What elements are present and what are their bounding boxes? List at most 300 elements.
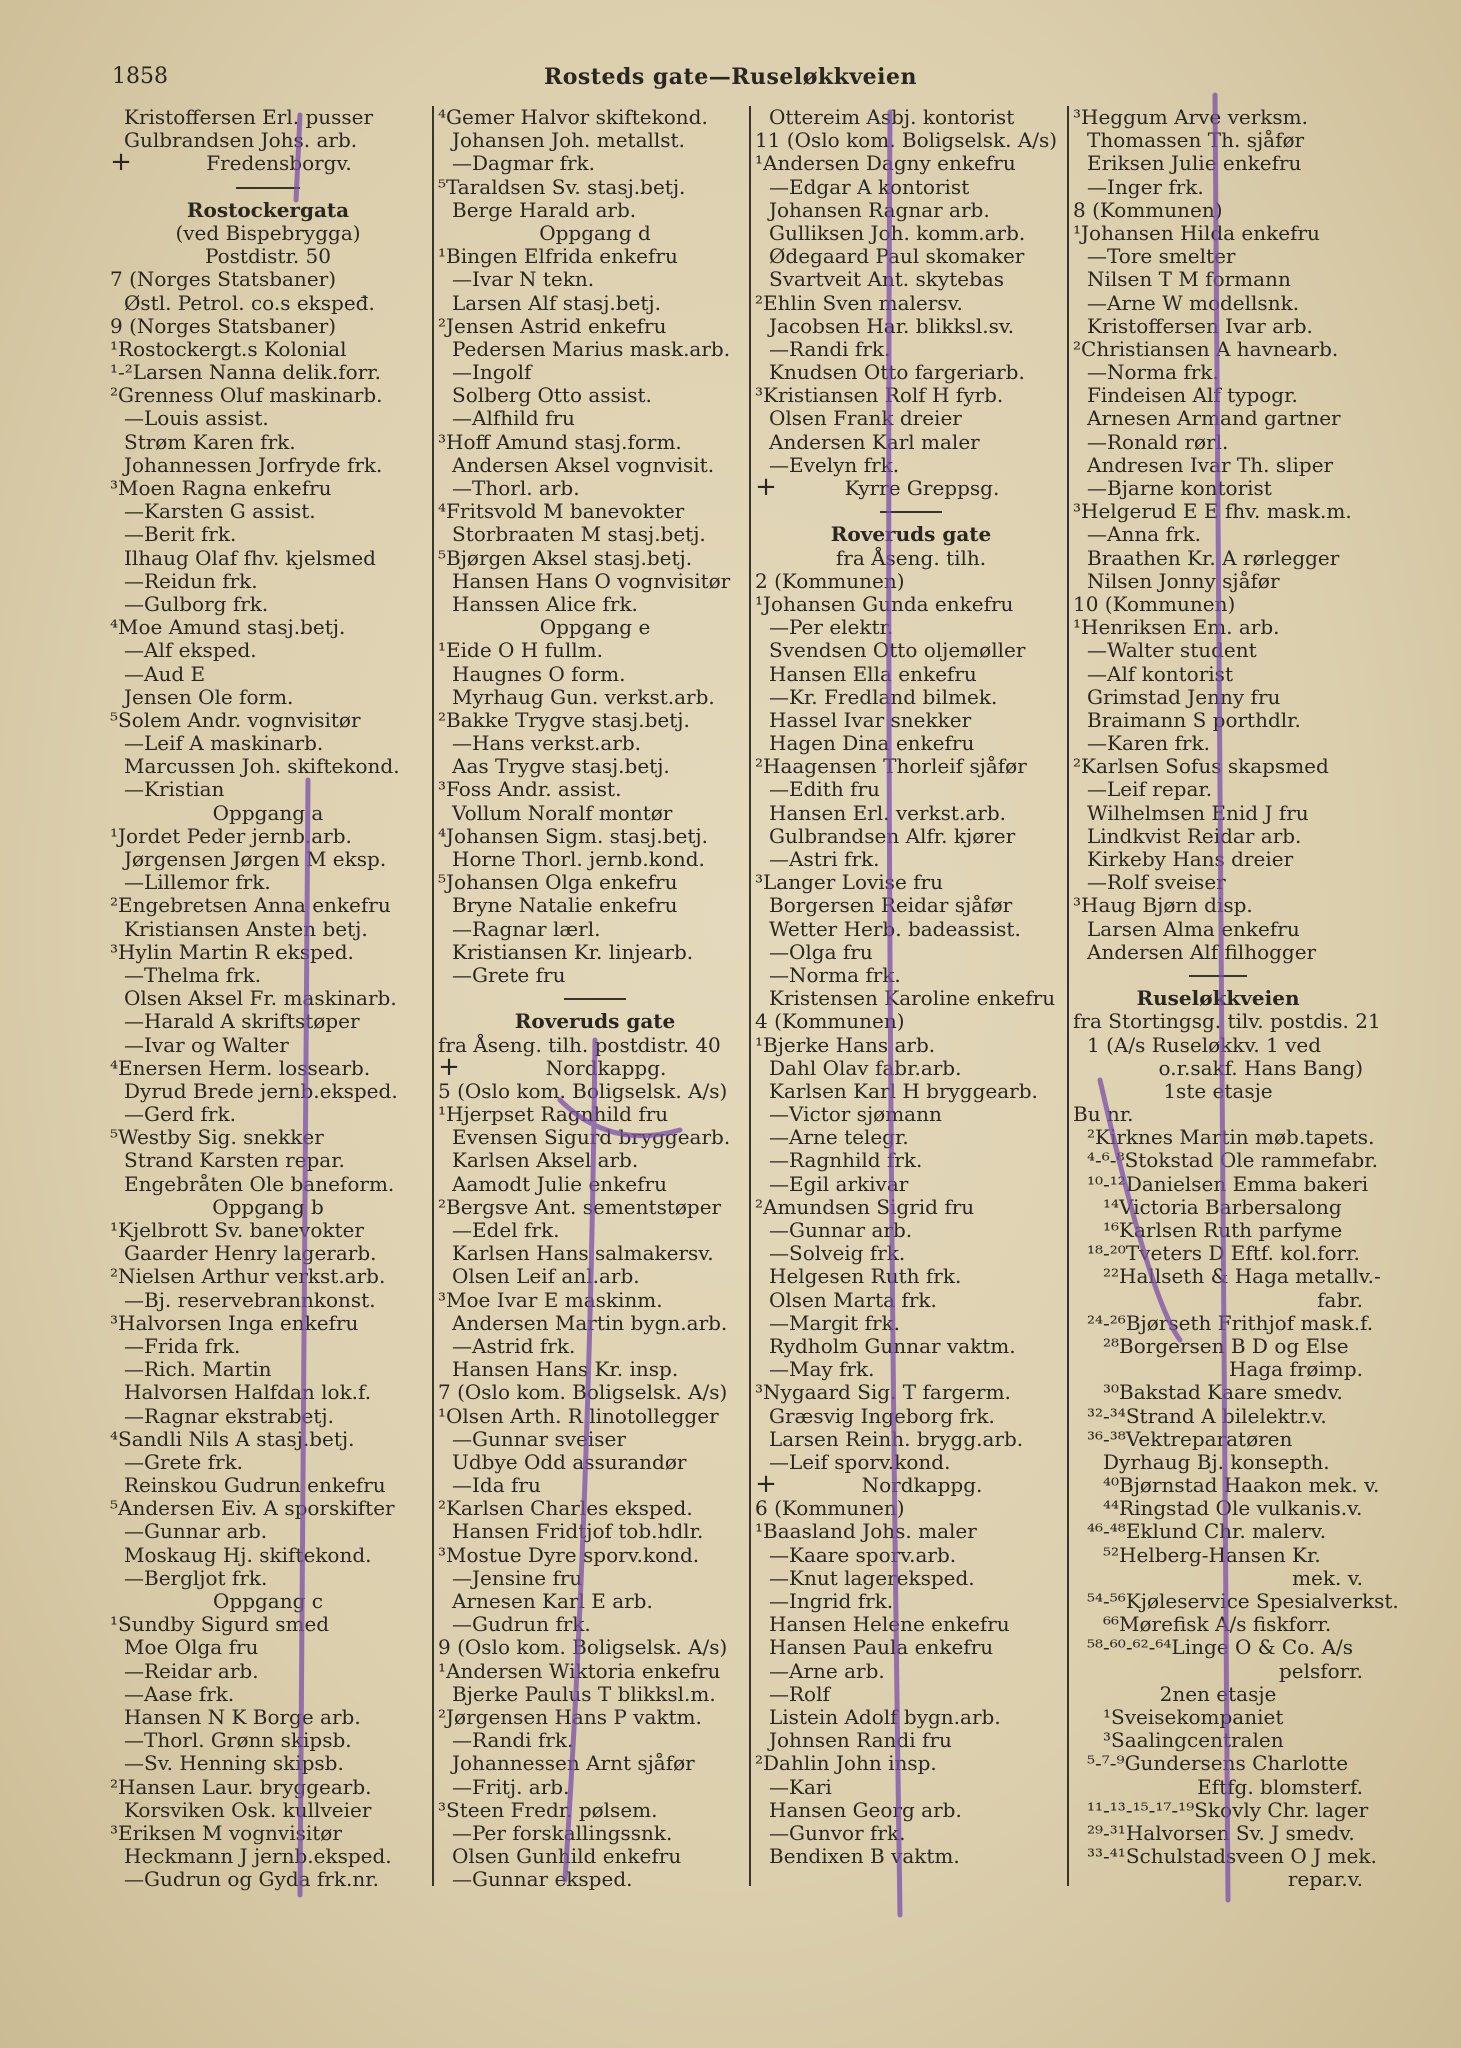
entry-text: —Alf eksped.: [124, 638, 257, 663]
cross-mark: +: [438, 1051, 460, 1082]
entry-text: 11 (Oslo kom. Boligselsk. A/s): [755, 128, 1058, 153]
entry-text: —Thorl. arb.: [452, 476, 580, 500]
entry-text: mek. v.: [1292, 1565, 1363, 1590]
entry-text: Wilhelmsen Enid J fru: [1087, 800, 1309, 825]
entry-text: Johansen Joh. metallst.: [452, 128, 685, 153]
entry-text: ³Hylin Martin R eksped.: [110, 939, 354, 964]
entry-text: —Edel frk.: [452, 1218, 560, 1242]
entry-text: ³Heggum Arve verksm.: [1073, 105, 1308, 129]
entry-text: ³Nygaard Sig. T fargerm.: [755, 1380, 1011, 1405]
entry-text: ³Steen Fredr. pølsem.: [438, 1797, 658, 1822]
entry-text: Aamodt Julie enkefru: [452, 1171, 667, 1196]
entry-text: —Gunnar eksped.: [452, 1867, 633, 1892]
page-heading: Rosteds gate—Ruseløkkveien: [543, 64, 918, 90]
entry-text: ⁵⁴-⁵⁶Kjøleservice Spesialverkst.: [1087, 1589, 1399, 1613]
entry-text: —Gunnar arb.: [124, 1519, 268, 1544]
entry-text: Ilhaug Olaf fhv. kjelsmed: [124, 545, 376, 570]
entry-text: —Arne telegr.: [769, 1125, 909, 1150]
entry-text: —Ida fru: [452, 1473, 541, 1498]
entry-text: Karlsen Karl H bryggearb.: [769, 1078, 1038, 1103]
entry-text: —Karen frk.: [1087, 731, 1210, 756]
entry-text: Bjerke Paulus T blikksl.m.: [452, 1681, 716, 1706]
entry-text: Borgersen Reidar sjåfør: [769, 893, 1013, 918]
entry-text: ¹Kjelbrott Sv. banevokter: [110, 1218, 364, 1242]
entry-text: ⁵²Helberg-Hansen Kr.: [1103, 1542, 1321, 1567]
entry-text: 7 (Oslo kom. Boligselsk. A/s): [438, 1380, 728, 1405]
entry-text: Nordkappg.: [545, 1055, 667, 1080]
entry-text: ¹Andersen Wiktoria enkefru: [438, 1658, 721, 1683]
entry-text: ¹⁸-²⁰Tveters D Eftf. kol.forr.: [1087, 1241, 1360, 1266]
entry-text: Pedersen Marius mask.arb.: [452, 336, 731, 361]
entry-text: ²Nielsen Arthur verkst.arb.: [110, 1264, 386, 1289]
entry-text: Oppgang e: [539, 615, 651, 640]
entry-text: ³⁶-³⁸Vektreparatøren: [1087, 1426, 1293, 1451]
entry-text: Moskaug Hj. skiftekond.: [124, 1542, 372, 1567]
entry-text: —Ragnar ekstrabetj.: [124, 1403, 334, 1428]
entry-text: ⁴Fritsvold M banevokter: [438, 499, 685, 524]
entry-text: ³Moen Ragna enkefru: [110, 476, 332, 500]
entry-text: —Evelyn frk.: [769, 452, 900, 477]
entry-text: —Norma frk.: [769, 962, 901, 987]
entry-text: Jensen Ole form.: [124, 684, 294, 709]
entry-text: Dahl Olav fabr.arb.: [769, 1055, 962, 1080]
entry-text: ¹⁰-¹²Danielsen Emma bakeri: [1087, 1171, 1369, 1196]
entry-text: —Reidun frk.: [124, 568, 258, 593]
entry-text: Kristiansen Kr. linjearb.: [452, 939, 694, 964]
entry-text: Nilsen Jonny sjåfør: [1087, 568, 1280, 593]
entry-text: —Per forskallingssnk.: [452, 1820, 673, 1845]
entry-text: Kyrre Greppsg.: [844, 476, 1000, 500]
entry-text: —Leif sporv.kond.: [769, 1449, 951, 1474]
entry-text: Larsen Alf stasj.betj.: [452, 290, 661, 315]
entry-text: Storbraaten M stasj.betj.: [452, 522, 706, 547]
entry-text: Strøm Karen frk.: [124, 429, 296, 454]
entry-text: —Frida frk.: [124, 1333, 241, 1358]
entry-text: —Aase frk.: [124, 1681, 235, 1706]
entry-text: —Bergljot frk.: [124, 1565, 268, 1590]
entry-text: Hansen Georg arb.: [769, 1797, 962, 1822]
entry-text: Olsen Aksel Fr. maskinarb.: [124, 986, 397, 1011]
entry-text: ³³-⁴¹Schulstadsveen O J mek.: [1087, 1844, 1377, 1869]
entry-text: ⁴Moe Amund stasj.betj.: [110, 615, 346, 640]
entry-text: Larsen Alma enkefru: [1087, 916, 1300, 941]
entry-text: Knudsen Otto fargeriarb.: [769, 360, 1025, 385]
entry-text: ⁴-⁶-⁸Stokstad Ole rammefabr.: [1087, 1148, 1378, 1173]
entry-text: Olsen Marta frk.: [769, 1287, 937, 1312]
entry-text: —Karsten G assist.: [124, 499, 316, 524]
entry-text: Helgesen Ruth frk.: [769, 1264, 962, 1289]
entry-text: Udbye Odd assurandør: [452, 1449, 687, 1474]
entry-text: Dyrhaug Bj. konsepth.: [1103, 1449, 1330, 1474]
entry-text: pelsforr.: [1278, 1658, 1363, 1683]
entry-text: ²Bergsve Ant. sementstøper: [438, 1194, 722, 1219]
entry-text: —Jensine fru: [452, 1565, 583, 1590]
entry-text: Bryne Natalie enkefru: [452, 893, 678, 918]
entry-text: Solberg Otto assist.: [452, 383, 652, 408]
entry-text: ⁵⁸-⁶⁰-⁶²-⁶⁴Linge O & Co. A/s: [1087, 1635, 1354, 1660]
entry-text: Hansen Fridtjof tob.hdlr.: [452, 1519, 704, 1544]
entry-text: 2 (Kommunen): [755, 568, 905, 593]
entry-text: Svartveit Ant. skytebas: [769, 267, 1005, 292]
entry-text: Hansen Ella enkefru: [769, 661, 977, 686]
entry-text: —Victor sjømann: [769, 1102, 942, 1127]
entry-text: —Kristian: [124, 777, 225, 802]
entry-text: 10 (Kommunen): [1073, 591, 1236, 616]
entry-text: Nilsen T M formann: [1087, 267, 1291, 292]
entry-text: —Hans verkst.arb.: [452, 731, 641, 756]
entry-text: Dyrud Brede jernb.eksped.: [124, 1078, 398, 1103]
entry-text: Myrhaug Gun. verkst.arb.: [452, 684, 715, 709]
entry-text: ⁵Solem Andr. vognvisitør: [110, 707, 361, 732]
entry-text: Halvorsen Halfdan lok.f.: [124, 1380, 372, 1405]
entry-text: —Leif repar.: [1087, 777, 1213, 802]
entry-text: Gulbrandsen Johs. arb.: [124, 128, 358, 153]
entry-text: ⁴⁴Ringstad Ole vulkanis.v.: [1103, 1496, 1363, 1521]
entry-text: Oppgang c: [213, 1589, 323, 1613]
entry-text: Arnesen Armand gartner: [1087, 406, 1341, 431]
entry-text: Braathen Kr. A rørlegger: [1087, 545, 1340, 570]
entry-text: Korsviken Osk. kullveier: [124, 1797, 372, 1822]
cross-mark: +: [755, 1469, 777, 1500]
entry-text: —Louis assist.: [124, 406, 269, 431]
entry-text: —Edith fru: [769, 777, 880, 802]
entry-text: ⁵Johansen Olga enkefru: [438, 870, 678, 895]
entry-text: —Rolf: [769, 1681, 830, 1706]
entry-text: —Randi frk.: [769, 336, 891, 361]
entry-text: —Olga fru: [769, 939, 873, 964]
entry-text: ²Jørgensen Hans P vaktm.: [438, 1704, 702, 1729]
entry-text: —Inger frk.: [1087, 174, 1204, 199]
entry-text: —Berit frk.: [124, 522, 237, 547]
entry-text: ³Haug Bjørn disp.: [1073, 893, 1253, 918]
entry-text: ⁵Andersen Eiv. A sporskifter: [110, 1496, 395, 1521]
entry-text: Findeisen Alf typogr.: [1087, 383, 1298, 408]
entry-text: Reinskou Gudrun enkefru: [124, 1473, 386, 1498]
entry-text: Marcussen Joh. skiftekond.: [124, 754, 400, 779]
entry-text: Karlsen Aksel arb.: [452, 1148, 639, 1173]
entry-text: —Gunvor frk.: [769, 1820, 906, 1845]
entry-text: Larsen Reinh. brygg.arb.: [769, 1426, 1024, 1451]
entry-text: Hansen Hans Kr. insp.: [452, 1357, 679, 1382]
page-number: 1858: [112, 64, 168, 89]
entry-text: ¹Bingen Elfrida enkefru: [438, 244, 678, 269]
entry-text: (ved Bispebrygga): [175, 220, 361, 245]
entry-text: fra Åseng. tilh. postdistr. 40: [438, 1032, 721, 1057]
entry-text: Oppgang d: [539, 220, 651, 245]
entry-text: —Gudrun og Gyda frk.nr.: [124, 1867, 379, 1892]
entry-text: Hansen Erl. verkst.arb.: [769, 800, 1006, 825]
entry-text: ³Hoff Amund stasj.form.: [438, 429, 682, 454]
entry-text: Listein Adolf bygn.arb.: [769, 1704, 1001, 1729]
entry-text: Gulliksen Joh. komm.arb.: [769, 220, 1026, 245]
entry-text: ²Bakke Trygve stasj.betj.: [438, 707, 690, 732]
entry-text: —Rolf sveiser: [1087, 870, 1226, 895]
entry-text: ⁵-⁷-⁹Gundersens Charlotte: [1087, 1751, 1349, 1776]
entry-text: ⁴⁰Bjørnstad Haakon mek. v.: [1103, 1473, 1380, 1498]
entry-text: —Astri frk.: [769, 847, 880, 871]
entry-text: Strand Karsten repar.: [124, 1148, 345, 1173]
entry-text: Heckmann J jernb.eksped.: [124, 1844, 392, 1869]
entry-text: —Randi frk.: [452, 1728, 574, 1753]
entry-text: Ottereim Asbj. kontorist: [769, 105, 1015, 129]
entry-text: 5 (Oslo kom. Boligselsk. A/s): [438, 1078, 728, 1103]
entry-text: Andersen Karl maler: [769, 429, 980, 454]
entry-text: Arnesen Karl E arb.: [452, 1589, 653, 1613]
entry-text: 4 (Kommunen): [755, 1009, 905, 1034]
pen-stroke: [889, 112, 900, 1915]
entry-text: Hansen N K Borge arb.: [124, 1704, 361, 1729]
entry-text: Hansen Hans O vognvisitør: [452, 568, 731, 593]
entry-text: ⁵Taraldsen Sv. stasj.betj.: [438, 174, 686, 199]
entry-text: ³Mostue Dyre sporv.kond.: [438, 1542, 700, 1567]
entry-text: ³Langer Lovise fru: [755, 870, 943, 895]
entry-text: ²Amundsen Sigrid fru: [755, 1194, 975, 1219]
entry-text: —Arne W modellsnk.: [1087, 290, 1300, 315]
entry-text: ¹Jordet Peder jernb.arb.: [110, 823, 352, 848]
entry-text: ³Moe Ivar E maskinm.: [438, 1287, 663, 1312]
entry-text: Haugnes O form.: [452, 661, 626, 686]
entry-text: —Norma frk.: [1087, 360, 1219, 385]
entry-text: ²Dahlin John insp.: [755, 1751, 937, 1776]
entry-text: Hagen Dina enkefru: [769, 731, 975, 756]
entry-text: —Ragnhild frk.: [769, 1148, 923, 1173]
entry-text: Oppgang a: [212, 800, 324, 825]
entry-text: Gulbrandsen Alfr. kjører: [769, 823, 1016, 848]
pen-stroke: [296, 115, 300, 200]
entry-text: ¹⁶Karlsen Ruth parfyme: [1103, 1218, 1343, 1242]
entry-text: ³Saalingcentralen: [1103, 1728, 1284, 1753]
entry-text: Grimstad Jenny fru: [1087, 684, 1281, 709]
entry-text: —Egil arkivar: [769, 1171, 909, 1196]
entry-text: —Anna frk.: [1087, 522, 1201, 547]
entry-text: 8 (Kommunen): [1073, 197, 1223, 222]
entry-text: ³²-³⁴Strand A bilelektr.v.: [1087, 1403, 1327, 1428]
entry-text: —Grete fru: [452, 962, 566, 987]
entry-text: Roveruds gate: [514, 1009, 676, 1034]
entry-text: Vollum Noralf montør: [452, 800, 673, 825]
entry-text: —Solveig frk.: [769, 1241, 906, 1266]
entry-text: Kristiansen Ansten betj.: [124, 916, 368, 941]
entry-text: ¹Johansen Hilda enkefru: [1073, 220, 1320, 245]
entry-text: —Edgar A kontorist: [769, 174, 970, 199]
entry-text: ²Jensen Astrid enkefru: [438, 313, 667, 338]
entry-text: Oppgang b: [212, 1194, 324, 1219]
entry-text: Svendsen Otto oljemøller: [769, 638, 1026, 663]
entry-text: —Kaare sporv.arb.: [769, 1542, 957, 1567]
entry-text: ¹Hjerpset Ragnhild fru: [438, 1102, 669, 1127]
entry-text: Evensen Sigurd bryggearb.: [452, 1125, 731, 1150]
entry-text: —Per elektr.: [769, 615, 894, 640]
entry-text: ²⁴-²⁶Bjørseth Frithjof mask.f.: [1087, 1310, 1374, 1335]
entry-text: Østl. Petrol. co.s ekspeđ.: [124, 290, 375, 315]
entry-text: Bendixen B vaktm.: [769, 1844, 960, 1869]
entry-text: —Alfhild fru: [452, 406, 575, 431]
entry-text: Ødegaard Paul skomaker: [769, 244, 1025, 269]
entry-text: ²Karlsen Charles eksped.: [438, 1496, 693, 1521]
entry-text: Olsen Leif anl.arb.: [452, 1264, 640, 1289]
cross-mark: +: [110, 147, 132, 178]
entry-text: ²⁹-³¹Halvorsen Sv. J smedv.: [1087, 1820, 1355, 1845]
entry-text: ⁵Westby Sig. snekker: [110, 1125, 324, 1150]
entry-text: ¹⁴Victoria Barbersalong: [1103, 1194, 1342, 1219]
entry-text: —Lillemor frk.: [124, 870, 271, 895]
entry-text: —Gunnar arb.: [769, 1218, 913, 1242]
entry-text: ²Christiansen A havnearb.: [1073, 336, 1339, 361]
entry-text: o.r.sakf. Hans Bang): [1158, 1055, 1363, 1080]
entry-text: Andersen Aksel vognvisit.: [452, 452, 715, 477]
entry-text: fra Stortingsg. tilv. postdis. 21: [1073, 1009, 1381, 1034]
entry-text: ⁴Sandli Nils A stasj.betj.: [110, 1426, 355, 1451]
entry-text: fabr.: [1317, 1287, 1363, 1312]
entry-text: —Astrid frk.: [452, 1333, 576, 1358]
entry-text: Aas Trygve stasj.betj.: [452, 754, 670, 779]
entry-text: —Fritj. arb.: [452, 1774, 570, 1799]
pen-stroke: [560, 1100, 680, 1136]
entry-text: ³Halvorsen Inga enkefru: [110, 1310, 359, 1335]
entry-text: ³Foss Andr. assist.: [438, 777, 622, 802]
entry-text: Haga frøimp.: [1229, 1357, 1363, 1382]
entry-text: ²²Hallseth & Haga metallv.-: [1103, 1264, 1381, 1289]
entry-text: Hansen Helene enkefru: [769, 1612, 1010, 1637]
entry-text: —Ivar N tekn.: [452, 267, 595, 292]
entry-text: 2nen etasje: [1159, 1681, 1277, 1706]
entry-text: —Leif A maskinarb.: [124, 731, 324, 756]
entry-text: 1ste etasje: [1163, 1078, 1273, 1103]
entry-text: ²Engebretsen Anna enkefru: [110, 893, 391, 918]
entry-text: Kristoffersen Erl. pusser: [124, 105, 374, 129]
entry-text: Engebråten Ole baneform.: [124, 1171, 395, 1196]
entry-text: —Dagmar frk.: [452, 151, 596, 176]
entry-text: ⁴Johansen Sigm. stasj.betj.: [438, 823, 708, 848]
entry-text: Hanssen Alice frk.: [452, 591, 638, 616]
entry-text: —Grete frk.: [124, 1449, 244, 1474]
entry-text: —Knut lagereksped.: [769, 1565, 975, 1590]
entry-text: —Gulborg frk.: [124, 591, 269, 616]
entry-text: —Kari: [769, 1774, 832, 1799]
entry-text: Olsen Frank dreier: [769, 406, 962, 431]
entry-text: ²Ehlin Sven malersv.: [755, 290, 963, 315]
entry-text: ¹Sveisekompaniet: [1103, 1704, 1284, 1729]
entry-text: Jørgensen Jørgen M eksp.: [124, 847, 387, 871]
entry-text: Ruseløkkveien: [1136, 986, 1300, 1011]
entry-text: Fredensborgv.: [206, 151, 352, 176]
entry-text: —Rich. Martin: [124, 1357, 272, 1382]
entry-text: Hansen Paula enkefru: [769, 1635, 994, 1660]
entry-text: —Thelma frk.: [124, 962, 262, 987]
entry-text: Karlsen Hans salmakersv.: [452, 1241, 714, 1266]
entry-text: Lindkvist Reidar arb.: [1087, 823, 1302, 848]
entry-text: 9 (Oslo kom. Boligselsk. A/s): [438, 1635, 728, 1660]
entry-text: —Reidar arb.: [124, 1658, 259, 1683]
entry-text: ²Kirknes Martin møb.tapets.: [1087, 1125, 1375, 1150]
entry-text: ¹Johansen Gunda enkefru: [755, 591, 1014, 616]
entry-text: ¹Andersen Dagny enkefru: [755, 151, 1016, 176]
entry-text: repar.v.: [1287, 1867, 1363, 1892]
entry-text: ¹Henriksen Em. arb.: [1073, 615, 1280, 640]
entry-text: Johansen Ragnar arb.: [769, 197, 990, 222]
entry-text: —Ragnar lærl.: [452, 916, 601, 941]
entry-text: ¹Baasland Johs. maler: [755, 1519, 977, 1544]
pen-stroke: [300, 780, 308, 1895]
entry-text: Johannessen Jorfryde frk.: [124, 452, 383, 477]
entry-text: Eriksen Julie enkefru: [1087, 151, 1302, 176]
entry-text: Græsvig Ingeborg frk.: [769, 1403, 995, 1428]
entry-text: Postdistr. 50: [204, 244, 331, 269]
entry-text: —Harald A skriftstøper: [124, 1009, 360, 1034]
entry-text: Hassel Ivar snekker: [769, 707, 972, 732]
entry-text: —Walter student: [1087, 638, 1257, 663]
entry-text: ²Haagensen Thorleif sjåfør: [755, 754, 1027, 779]
entry-text: —Margit frk.: [769, 1310, 900, 1335]
entry-text: Andersen Alf filhogger: [1087, 939, 1317, 964]
entry-text: Andresen Ivar Th. sliper: [1087, 452, 1334, 477]
entry-text: Jacobsen Har. blikksl.sv.: [769, 313, 1015, 338]
entry-text: Rydholm Gunnar vaktm.: [769, 1333, 1016, 1358]
entry-text: ¹Rostockergt.s Kolonial: [110, 336, 347, 361]
entry-text: Kristoffersen Ivar arb.: [1087, 313, 1313, 338]
entry-text: fra Åseng. tilh.: [835, 545, 987, 570]
entry-text: Thomassen Th. sjåfør: [1087, 128, 1305, 153]
entry-text: 1 (A/s Ruseløkkv. 1 ved: [1087, 1032, 1322, 1057]
entry-text: Bu nr.: [1073, 1102, 1134, 1127]
entry-text: ³⁰Bakstad Kaare smedv.: [1103, 1380, 1343, 1405]
entry-text: —Gerd frk.: [124, 1102, 236, 1127]
entry-text: —Alf kontorist: [1087, 661, 1233, 686]
entry-text: Andersen Martin bygn.arb.: [452, 1310, 728, 1335]
pen-stroke: [1100, 1080, 1180, 1340]
entry-text: ¹¹-¹³-¹⁵-¹⁷-¹⁹Skovly Chr. lager: [1087, 1797, 1369, 1822]
entry-text: Nordkappg.: [861, 1473, 983, 1498]
entry-text: ¹Sundby Sigurd smed: [110, 1612, 330, 1637]
entry-text: —Ivar og Walter: [124, 1032, 289, 1057]
entry-text: —Gunnar sveiser: [452, 1426, 626, 1451]
entry-text: —Gudrun frk.: [452, 1612, 591, 1637]
entry-text: ²⁸Borgersen B D og Else: [1103, 1333, 1349, 1358]
entry-text: Gaarder Henry lagerarb.: [124, 1241, 377, 1266]
entry-text: ¹Eide O H fullm.: [438, 638, 603, 663]
entry-text: —Thorl. Grønn skipsb.: [124, 1728, 352, 1753]
entry-text: ²Karlsen Sofus skapsmed: [1073, 754, 1329, 779]
entry-text: ³Helgerud E E fhv. mask.m.: [1073, 499, 1352, 524]
entry-text: Horne Thorl. jernb.kond.: [452, 847, 705, 871]
entry-text: —Bjarne kontorist: [1087, 476, 1272, 500]
entry-text: Johannessen Arnt sjåfør: [452, 1751, 695, 1776]
entry-text: ⁵Bjørgen Aksel stasj.betj.: [438, 545, 693, 570]
entry-text: —Aud E: [124, 661, 206, 686]
entry-text: —May frk.: [769, 1357, 875, 1382]
entry-text: ²Hansen Laur. bryggearb.: [110, 1774, 372, 1799]
pen-stroke: [565, 1040, 595, 1880]
entry-text: ⁴⁶-⁴⁸Eklund Chr. malerv.: [1087, 1519, 1327, 1544]
entry-text: —Ingrid frk.: [769, 1589, 894, 1613]
entry-text: ¹Olsen Arth. R linotollegger: [438, 1403, 719, 1428]
entry-text: Johnsen Randi fru: [769, 1728, 952, 1753]
entry-text: Roveruds gate: [830, 522, 992, 547]
entry-text: ⁶⁶Mørefisk A/s fiskforr.: [1103, 1612, 1332, 1637]
entry-text: Braimann S porthdlr.: [1087, 707, 1301, 732]
entry-text: —Ronald rørl.: [1087, 429, 1229, 454]
entry-text: ¹Bjerke Hans arb.: [755, 1032, 936, 1057]
entry-text: ⁴Gemer Halvor skiftekond.: [438, 105, 708, 129]
entry-text: Olsen Gunhild enkefru: [452, 1844, 682, 1869]
entry-text: 6 (Kommunen): [755, 1496, 905, 1521]
entry-text: —Tore smelter: [1087, 244, 1236, 269]
entry-text: ³Kristiansen Rolf H fyrb.: [755, 383, 1004, 408]
entry-text: Rostockergata: [186, 197, 350, 222]
entry-text: Kirkeby Hans dreier: [1087, 847, 1294, 871]
entry-text: 7 (Norges Statsbaner): [110, 267, 337, 292]
entry-text: —Sv. Henning skipsb.: [124, 1751, 344, 1776]
